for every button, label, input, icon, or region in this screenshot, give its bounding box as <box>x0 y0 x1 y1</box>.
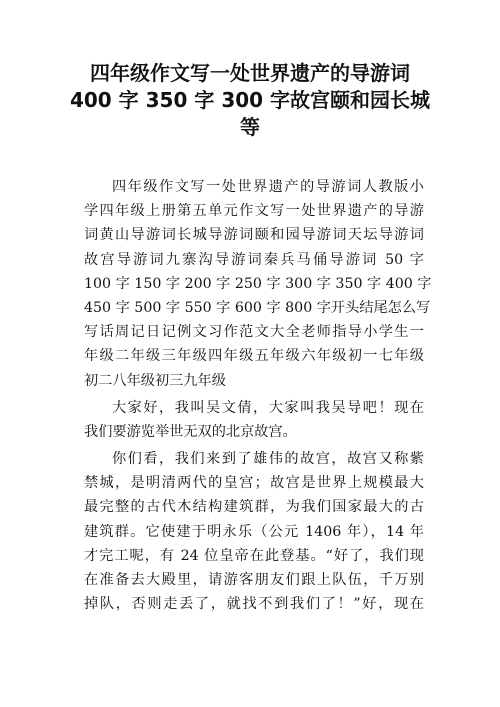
text-line: 在准备去大殿里，请游客朋友们跟上队伍，千万别 <box>84 572 424 588</box>
text-line: 写话周记日记例文习作范文大全老师指导小学生一 <box>84 324 424 341</box>
text-line: 禁城，是明清两代的皇宫；故宫是世界上规模最大 <box>84 475 424 492</box>
text-line: 掉队，否则走丢了，就找不到我们了！”好，现在 <box>84 596 424 613</box>
title-line: 400 字 350 字 300 字故宫颐和园长城 <box>69 88 431 112</box>
text-line: 100 字 150 字 200 字 250 字 300 字 350 字 400 字 <box>84 275 432 292</box>
text-line: 才完工呢，有 24 位皇帝在此登基。“好了，我们现 <box>84 547 424 564</box>
text-line: 450 字 500 字 550 字 600 字 800 字开头结尾怎么写 <box>84 299 431 316</box>
title-line: 等 <box>240 115 260 139</box>
text-line: 你们看，我们来到了雄伟的故宫，故宫又称紫 <box>112 451 424 468</box>
paragraph-intro <box>84 175 432 393</box>
paragraph-greeting <box>84 396 424 444</box>
text-line: 故宫导游词九寨沟导游词秦兵马俑导游词 50 字 <box>84 251 424 268</box>
text-line: 学四年级上册第五单元作文写一处世界遗产的导游 <box>84 203 424 220</box>
title-line: 四年级作文写一处世界遗产的导游词 <box>90 61 410 85</box>
text-line: 我们要游览举世无双的北京故宫。 <box>84 423 297 440</box>
text-line: 年级二年级三年级四年级五年级六年级初一七年级 <box>84 348 424 365</box>
text-line: 初二八年级初三九年级 <box>84 372 226 389</box>
paragraph-forbidden-city <box>84 447 424 616</box>
text-line: 四年级作文写一处世界遗产的导游词人教版小 <box>112 179 424 195</box>
text-line: 词黄山导游词长城导游词颐和园导游词天坛导游词 <box>84 227 424 244</box>
text-line: 建筑群。它使建于明永乐（公元 1406 年），14 年 <box>84 523 424 540</box>
document-title <box>60 60 440 141</box>
text-line: 最完整的古代木结构建筑群，为我们国家最大的古 <box>84 499 424 516</box>
document-body <box>84 175 432 616</box>
text-line: 大家好，我叫吴文倩，大家叫我吴导吧！现在 <box>112 399 424 416</box>
